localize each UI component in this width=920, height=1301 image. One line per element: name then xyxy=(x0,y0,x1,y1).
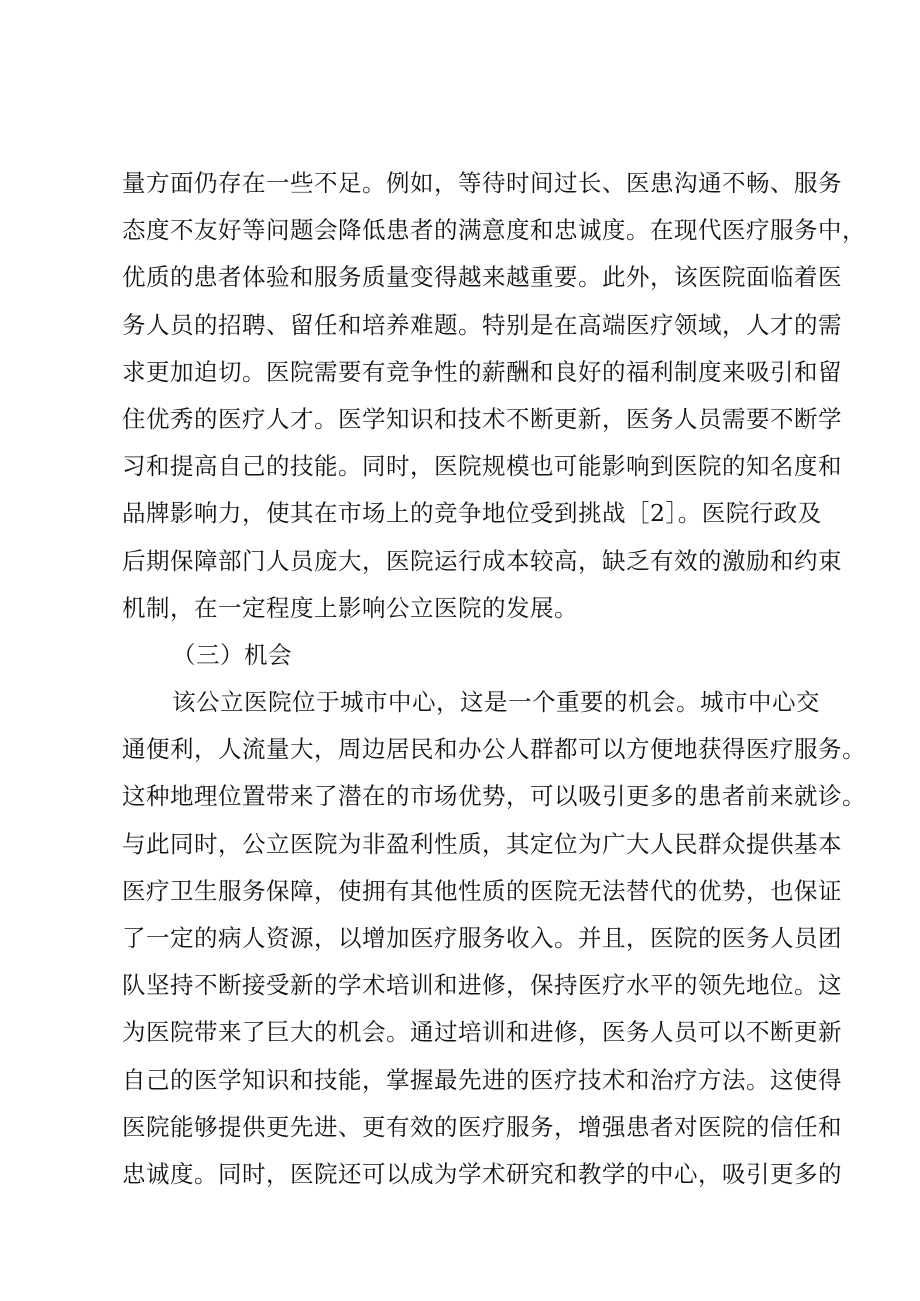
text-line: 优质的患者体验和服务质量变得越来越重要。此外，该医院面临着医 xyxy=(122,263,842,292)
section-heading: （三）机会 xyxy=(172,640,292,669)
text-line: 忠诚度。同时，医院还可以成为学术研究和教学的中心，吸引更多的 xyxy=(122,1159,842,1188)
document-body xyxy=(122,160,866,1198)
text-line: 求更加迫切。医院需要有竞争性的薪酬和良好的福利制度来吸引和留 xyxy=(122,357,842,386)
text-line: 这种地理位置带来了潜在的市场优势，可以吸引更多的患者前来就诊。 xyxy=(122,782,866,811)
text-line: 了一定的病人资源，以增加医疗服务收入。并且，医院的医务人员团 xyxy=(122,924,842,952)
text-line: 自己的医学知识和技能，掌握最先进的医疗技术和治疗方法。这使得 xyxy=(122,1065,842,1094)
text-line: 住优秀的医疗人才。医学知识和技术不断更新，医务人员需要不断学 xyxy=(122,404,842,433)
text-line: 习和提高自己的技能。同时，医院规模也可能影响到医院的知名度和 xyxy=(122,452,842,481)
text-line: 后期保障部门人员庞大，医院运行成本较高，缺乏有效的激励和约束 xyxy=(122,546,842,575)
text-line: 医疗卫生服务保障，使拥有其他性质的医院无法替代的优势，也保证 xyxy=(122,876,842,905)
text-line: 务人员的招聘、留任和培养难题。特别是在高端医疗领域，人才的需 xyxy=(122,310,842,339)
text-line: 机制，在一定程度上影响公立医院的发展。 xyxy=(122,593,578,622)
text-line: 该公立医院位于城市中心，这是一个重要的机会。城市中心交 xyxy=(172,688,820,717)
text-line: 态度不友好等问题会降低患者的满意度和忠诚度。在现代医疗服务中， xyxy=(122,216,866,245)
text-line: 为医院带来了巨大的机会。通过培训和进修，医务人员可以不断更新 xyxy=(122,1018,842,1047)
text-line: 通便利，人流量大，周边居民和办公人群都可以方便地获得医疗服务。 xyxy=(122,735,866,764)
text-line: 与此同时，公立医院为非盈利性质，其定位为广大人民群众提供基本 xyxy=(122,829,842,858)
text-line: 医院能够提供更先进、更有效的医疗服务，增强患者对医院的信任和 xyxy=(122,1112,842,1141)
paragraph-opportunities xyxy=(122,679,866,1198)
paragraph-weaknesses-continued xyxy=(122,160,866,632)
text-line: 量方面仍存在一些不足。例如，等待时间过长、医患沟通不畅、服务 xyxy=(122,169,842,197)
text-line: 队坚持不断接受新的学术培训和进修，保持医疗水平的领先地位。这 xyxy=(122,971,842,1000)
text-line: 品牌影响力，使其在市场上的竞争地位受到挑战［2］。医院行政及 xyxy=(122,499,822,528)
